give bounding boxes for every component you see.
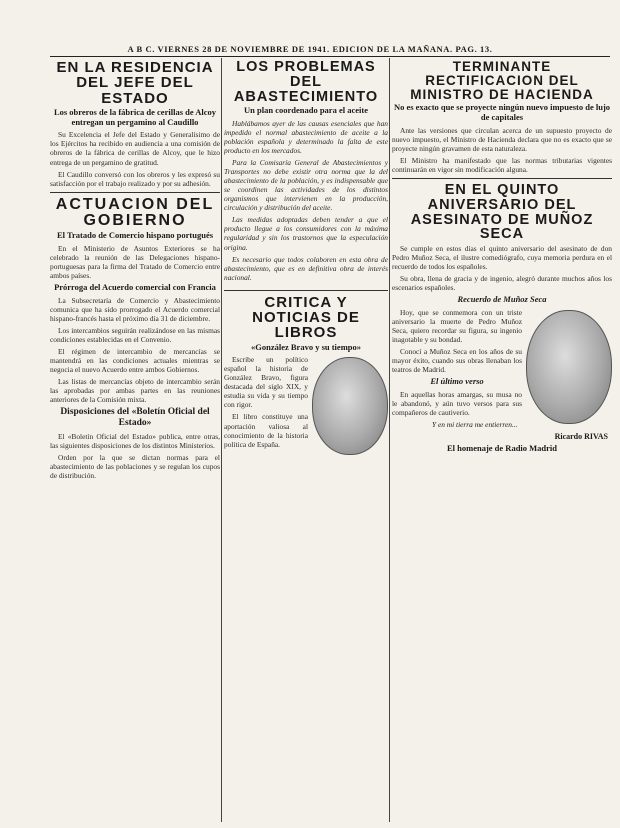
headline-rectificacion: TERMINANTE RECTIFICACION DEL MINISTRO DE HACIENDA <box>410 59 594 102</box>
article-paragraph: Es necesario que todos colaboren en esta obra de abastecimiento, que es en definitiva obra de interés nacional. <box>224 254 388 282</box>
article-paragraph: Los intercambios seguirán realizándose en las mismas condiciones establecidas en el Convenio. <box>50 325 220 345</box>
column-3 <box>392 58 612 824</box>
article-paragraph: Las medidas adoptadas deben tender a que el producto llegue a los consumidores con la máxima regularidad y sin los trastornos que la especulación origina. <box>224 215 388 252</box>
article-paragraph: Se cumple en estos días el quinto aniversario del asesinato de don Pedro Muñoz Seca, el ilustre comediógrafo, cuya memoria perdura en el recuerdo de todos los españoles. <box>392 244 612 272</box>
column-2 <box>224 58 388 824</box>
headline-critica: CRITICA Y NOTICIAS DE LIBROS <box>252 293 360 342</box>
subhead-musa: El último verso <box>430 376 484 387</box>
article-paragraph: Hablábamos ayer de las causas esenciales que han impedido el normal abastecimiento de aceite a la población española y determinado la falta de este producto en los mercados. <box>224 119 388 156</box>
top-rule <box>50 56 610 57</box>
article-paragraph: Su obra, llena de gracia y de ingenio, alegró durante muchos años los escenarios españoles. <box>392 274 612 293</box>
portrait-image <box>526 310 612 424</box>
column-1 <box>50 58 220 824</box>
article-paragraph: Conocí a Muñoz Seca en los años de su mayor éxito, cuando sus obras llenaban los teatros de Madrid. <box>392 347 522 375</box>
article-paragraph: Orden por la que se dictan normas para el abastecimiento de las poblaciones y se regulan los cupos de distribución. <box>50 453 220 481</box>
article-paragraph: Escribe un político español la historia de González Bravo, figura destacada del siglo XIX, y estudia su vida y su tiempo con rigor. <box>224 355 308 410</box>
author-signature: Ricardo RIVAS <box>554 432 608 442</box>
article-paragraph: Ante las versiones que circulan acerca de un supuesto proyecto de nuevo impuesto, el Ministro de Hacienda declara que no es exacto que se proyecte ningún gravamen de esta naturaleza. <box>392 125 612 153</box>
headline-problemas: LOS PROBLEMAS DEL ABASTECIMIENTO <box>233 59 379 105</box>
headline-actuacion: ACTUACION DEL GOBIERNO <box>55 195 215 229</box>
portrait-image <box>312 357 388 455</box>
section-rule <box>50 192 220 193</box>
subhead-tratado: El Tratado de Comercio hispano portugués <box>56 230 214 241</box>
article-paragraph: El «Boletín Oficial del Estado» publica, entre otras, las siguientes disposiciones de los distintos Ministerios. <box>50 432 220 451</box>
article-paragraph: Hoy, que se conmemora con un triste aniversario la muerte de Pedro Muñoz Seca, quiero recordar su figura, su ingenio inagotable y su bondad. <box>392 308 522 345</box>
page-folio: A B C. VIERNES 28 DE NOVIEMBRE DE 1941. EDICION DE LA MAÑANA. PAG. 13. <box>127 44 493 54</box>
article-paragraph: Su Excelencia el Jefe del Estado y Generalísimo de los Ejércitos ha recibido en audiencia a una comisión de obreros de la fábrica de cerillas de Alcoy, que le hizo entrega de un pergamino de gratitud. <box>50 130 220 167</box>
article-paragraph: El régimen de intercambio de mercancías se mantendrá en las condiciones actuales mientras se negocia el nuevo Acuerdo entre ambos Gobiernos. <box>50 347 220 375</box>
subhead-aceite: Un plan coordenado para el aceite <box>244 105 368 116</box>
article-paragraph: El libro constituye una aportación valiosa al conocimiento de la historia política de España. <box>224 412 308 449</box>
verse-quote: Y en mi tierra me entierren... <box>432 420 518 430</box>
subhead-recuerdo: Recuerdo de Muñoz Seca <box>457 294 547 305</box>
article-paragraph: La Subsecretaría de Comercio y Abastecimiento comunica que ha sido prorrogado el Acuerdo comercial hispano-francés hasta el próximo día 31 de diciembre. <box>50 295 220 323</box>
article-paragraph: Las listas de mercancías objeto de intercambio serán las aprobadas por ambas partes en las reuniones anteriores de la Comisión mixta. <box>50 377 220 405</box>
column-divider <box>221 58 222 822</box>
article-paragraph: El Ministro ha manifestado que las normas tributarias vigentes continuarán en vigor sin modificación alguna. <box>392 155 612 174</box>
headline-aniversario: EN EL QUINTO ANIVERSARIO DEL ASESINATO DE MUÑOZ SECA <box>410 181 594 243</box>
article-paragraph: El Caudillo conversó con los obreros y les expresó su satisfacción por el trabajo realizado y por su adhesión. <box>50 169 220 188</box>
subhead-homenaje: El homenaje de Radio Madrid <box>446 443 558 454</box>
article-paragraph: En aquellas horas amargas, su musa no le abandonó, y aún tuvo versos para sus compañeros de cautiverio. <box>392 390 522 418</box>
subhead-prorroga: Prórroga del Acuerdo comercial con Francia <box>54 282 216 293</box>
article-paragraph: Para la Comisaría General de Abastecimientos y Transportes no debe existir otra norma que la del abastecimiento de la población, y es indispensable que se coordinen las actividades de los distintos organismos que intervienen en la producción, circulación y distribución del aceite. <box>224 158 388 213</box>
subhead-gonzalez-bravo: «González Bravo y su tiempo» <box>250 341 362 352</box>
section-rule <box>392 178 612 179</box>
subhead-residencia: Los obreros de la fábrica de cerillas de Alcoy entregan un pergamino al Caudillo <box>53 106 217 127</box>
subhead-boletin: Disposiciones del «Boletín Oficial del Estado» <box>60 407 210 429</box>
column-divider <box>389 58 390 822</box>
article-paragraph: En el Ministerio de Asuntos Exteriores se ha celebrado la reunión de las Delegaciones hispano-portuguesas para la firma del Tratado de Comercio entre ambos países. <box>50 244 220 281</box>
headline-residencia: EN LA RESIDENCIA DEL JEFE DEL ESTADO <box>56 59 214 107</box>
section-rule <box>224 290 388 291</box>
subhead-rectificacion: No es exacto que se proyecte ningún nuevo impuesto de lujo de capitales <box>393 102 611 123</box>
